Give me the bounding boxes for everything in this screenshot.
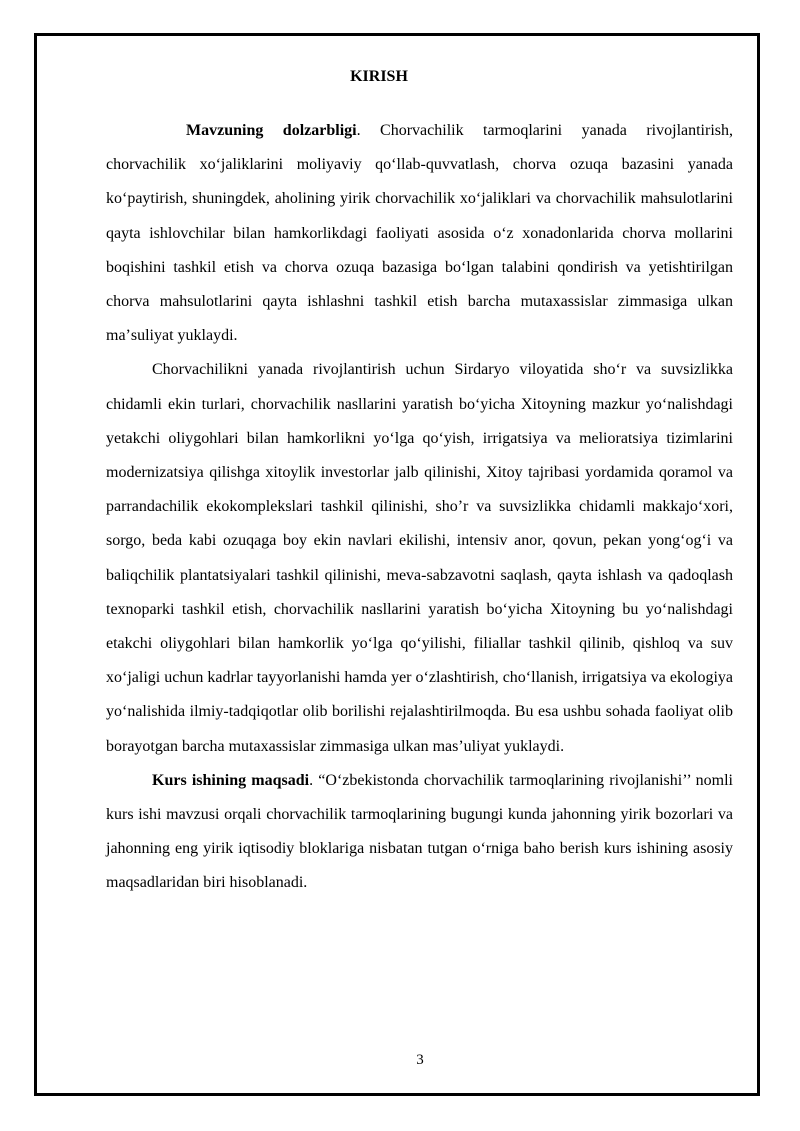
paragraph-relevance <box>106 114 733 353</box>
paragraph-text-development: Chorvachilikni yanada rivojlantirish uchun Sirdaryo viloyatida shoʻr va suvsizlikka chidamli ekin turlari, chorvachilik nasllarini yaratish boʻyicha Xitoyning mazkur yoʻnalishdagi yetakchi oliygohlari bilan hamkorlikni yoʻlga qoʻyish, irrigatsiya va melioratsiya tizimlarini modernizatsiya qilishga xitoylik investorlar jalb qilinishi, Xitoy tajribasi yordamida qoramol va parrandachilik ekokomplekslari tashkil qilinishi, sho’r va suvsizlikka chidamli makkajoʻxori, sorgo, beda kabi ozuqaga boy ekin navlari ekilishi, intensiv anor, qovun, pekan yongʻogʻi va baliqchilik plantatsiyalari tashkil qilinishi, meva-sabzavotni saqlash, qayta ishlash va qadoqlash texnoparki tashkil etish, chorvachilik nasllarini yaratish boʻyicha Xitoyning bu yoʻnalishdagi etakchi oliygohlari bilan hamkorlik yoʻlga qoʻyilishi, filiallar tashkil qilinib, qishloq va suv xoʻjaligi uchun kadrlar tayyorlanishi hamda yer oʻzlashtirish, choʻllanish, irrigatsiya va ekologiya yoʻnalishida ilmiy-tadqiqotlar olib borilishi rejalashtirilmoqda. Bu esa ushbu sohada faoliyat olib borayotgan barcha mutaxassislar zimmasiga ulkan mas’uliyat yuklaydi. <box>106 361 733 755</box>
paragraph-text-goal: . “Oʻzbekistonda chorvachilik tarmoqlarining rivojlanishi’’ nomli kurs ishi mavzusi orqali chorvachilik tarmoqlarining bugungi kunda jahonning yirik bozorlari va jahonning eng yirik iqtisodiy bloklariga nisbatan tutgan oʻrniga baho berish kurs ishining asosiy maqsadlaridan biri hisoblanadi. <box>106 771 733 891</box>
paragraph-lead-relevance: Mavzuning dolzarbligi <box>186 122 357 139</box>
page-title: KIRISH <box>350 68 408 85</box>
paragraph-development <box>106 353 733 763</box>
paragraph-lead-goal: Kurs ishining maqsadi <box>152 771 310 789</box>
document-body <box>106 114 733 900</box>
page-number: 3 <box>416 1052 424 1068</box>
paragraph-goal <box>106 764 733 900</box>
paragraph-text-relevance: . Chorvachilik tarmoqlarini yanada rivojlantirish, chorvachilik xoʻjaliklarini moliyaviy qoʻllab-quvvatlash, chorva ozuqa bazasini yanada koʻpaytirish, shuningdek, aholining yirik chorvachilik xoʻjaliklari va chorvachilik mahsulotlarini qayta ishlovchilar bilan hamkorlikdagi faoliyati asosida oʻz xonadonlarida chorva mollarini boqishini tashkil etish va chorva ozuqa bazasiga boʻlgan talabini qondirish va yetishtirilgan chorva mahsulotlarini qayta ishlashni tashkil etish barcha mutaxassislar zimmasiga ulkan maʼsuliyat yuklaydi. <box>106 122 734 345</box>
